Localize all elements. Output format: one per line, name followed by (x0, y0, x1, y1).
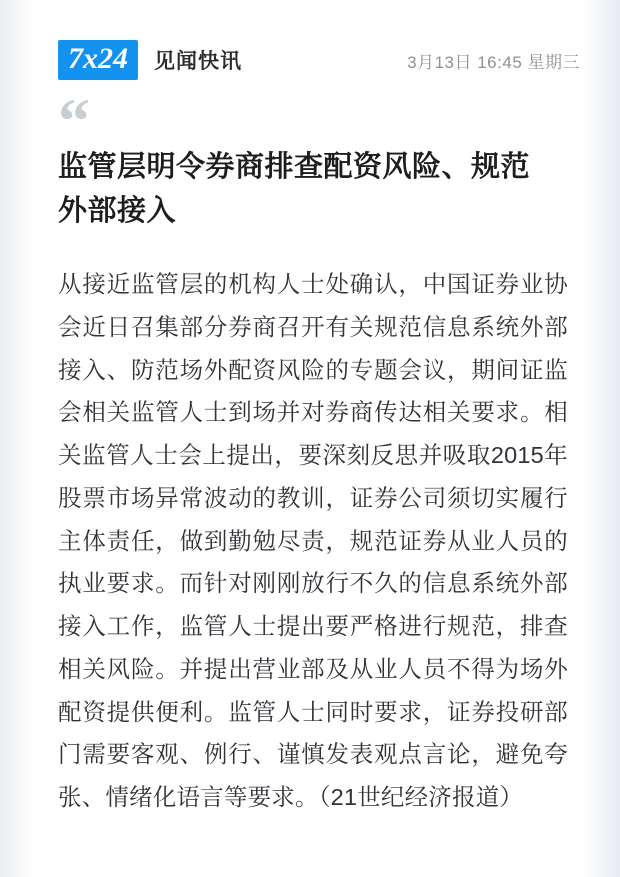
quote-mark-icon: “ (58, 85, 88, 156)
brand-title: 见闻快讯 (154, 50, 242, 73)
card-header (0, 0, 620, 92)
page-title: 监管层明令券商排查配资风险、规范外部接入 (58, 151, 531, 227)
article-body (58, 263, 568, 819)
article-paragraph: 从接近监管层的机构人士处确认，中国证券业协会近日召集部分券商召开有关规范信息系统外部接入、防范场外配资风险的专题会议，期间证监会相关监管人士到场并对券商传达相关要求。相关监管人士会上提出，要深刻反思并吸取2015年股票市场异常波动的教训，证券公司须切实履行主体责任，做到勤勉尽责，规范证券从业人员的执业要求。而针对刚刚放行不久的信息系统外部接入工作，监管人士提出要严格进行规范，排查相关风险。并提出营业部及从业人员不得为场外配资提供便利。监管人士同时要求，证券投研部门需要客观、例行、谨慎发表观点言论，避免夸张、情绪化语言等要求。（21世纪经济报道） (58, 271, 568, 811)
seven-by-twentyfour-logo: 7x24 (58, 40, 138, 80)
publish-timestamp: 3月13日 16:45 星期三 (407, 52, 580, 72)
card-body (0, 85, 620, 819)
